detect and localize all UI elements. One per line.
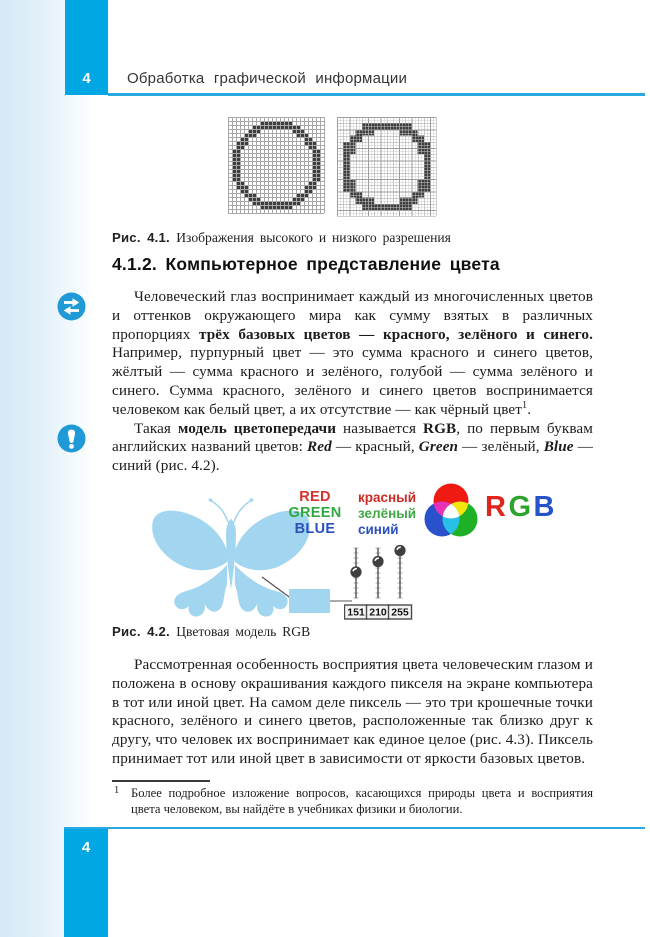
page-number-bottom: 4 [81,839,91,856]
rgb-logo-text [485,491,557,524]
footnote [112,785,593,817]
rgb-logo-g: G [508,491,534,523]
page-number-tab-top [65,0,108,95]
paragraph-2: Такая модель цветопередачи называется RGB, по первым буквам английских названий цветов: Red — красный, Green — зелёный, Blue — синий (рис. 4.2). [112,419,593,475]
footnote-text: Более подробное изложение вопросов, касающихся природы цвета и восприятия цвета человеком, вы найдёте в учебниках физики и биологии. [131,786,593,816]
footnote-marker: 1 [114,785,120,796]
figure-4-2-rgb-model [110,486,615,622]
rgb-logo-r: R [485,491,509,523]
label-red: RED [299,489,331,505]
rgb-english-labels [286,489,344,537]
rgb-russian-labels [358,490,416,538]
label-siny: синий [358,522,399,537]
paragraph-3: Рассмотренная особенность восприятия цвета человеческим глазом и положена в основу окрашивания каждого пикселя на экране компьютера в тот или иной цвет. На самом деле пиксель — это три крошечные точки красного, зелёного и синего цветов, расположенные так близко друг к другу, что человек их воспринимает как единое целое (рис. 4.3). Пиксель принимает тот или иной цвет в зависимости от яркости базовых цветов. [112,656,593,767]
footnote-rule [112,780,210,782]
rgb-logo-b: B [533,491,557,523]
label-blue: BLUE [294,521,336,537]
page-number-top: 4 [82,70,91,87]
running-header: Обработка графической информации [127,70,408,87]
swap-arrows-icon [57,292,86,321]
bottom-rule [64,827,645,830]
label-green: GREEN [288,505,342,521]
rgb-sliders [344,542,428,622]
page-edge-gradient [0,0,96,937]
svg-text:255: 255 [391,606,409,619]
paragraph-1: Человеческий глаз воспринимает каждый из многочисленных цветов и оттенков окружающего мира как сумму взятых в различных пропорциях трёх базовых цветов — красного, зелёного и синего. Например, пурпурный цвет — это сумма красного и синего цветов, жёлтый — сумма красного и зелёного, голубой — сумма зелёного и синего. Сумма красного, зелёного и синего цветов воспринимается человеком как белый цвет, а их отсутствие — как чёрный цвет$^1$. [112,288,593,418]
exclamation-icon [57,424,86,453]
pixel-grid-high-resolution [228,117,325,214]
header-rule [108,93,645,96]
page-number-tab-bottom [64,829,108,937]
body-text [112,288,593,476]
svg-text:151: 151 [347,606,365,619]
label-krasny: красный [358,490,417,505]
svg-text:210: 210 [369,606,387,619]
color-swatch [289,589,330,613]
label-zeleny: зелёный [358,506,417,521]
figure-4-1-caption: Рис. 4.1. Изображения высокого и низкого разрешения [112,230,451,245]
section-heading: 4.1.2. Компьютерное представление цвета [112,254,500,274]
figure-4-2-caption: Рис. 4.2. Цветовая модель RGB [112,624,311,639]
pixel-grid-low-resolution [337,117,437,217]
